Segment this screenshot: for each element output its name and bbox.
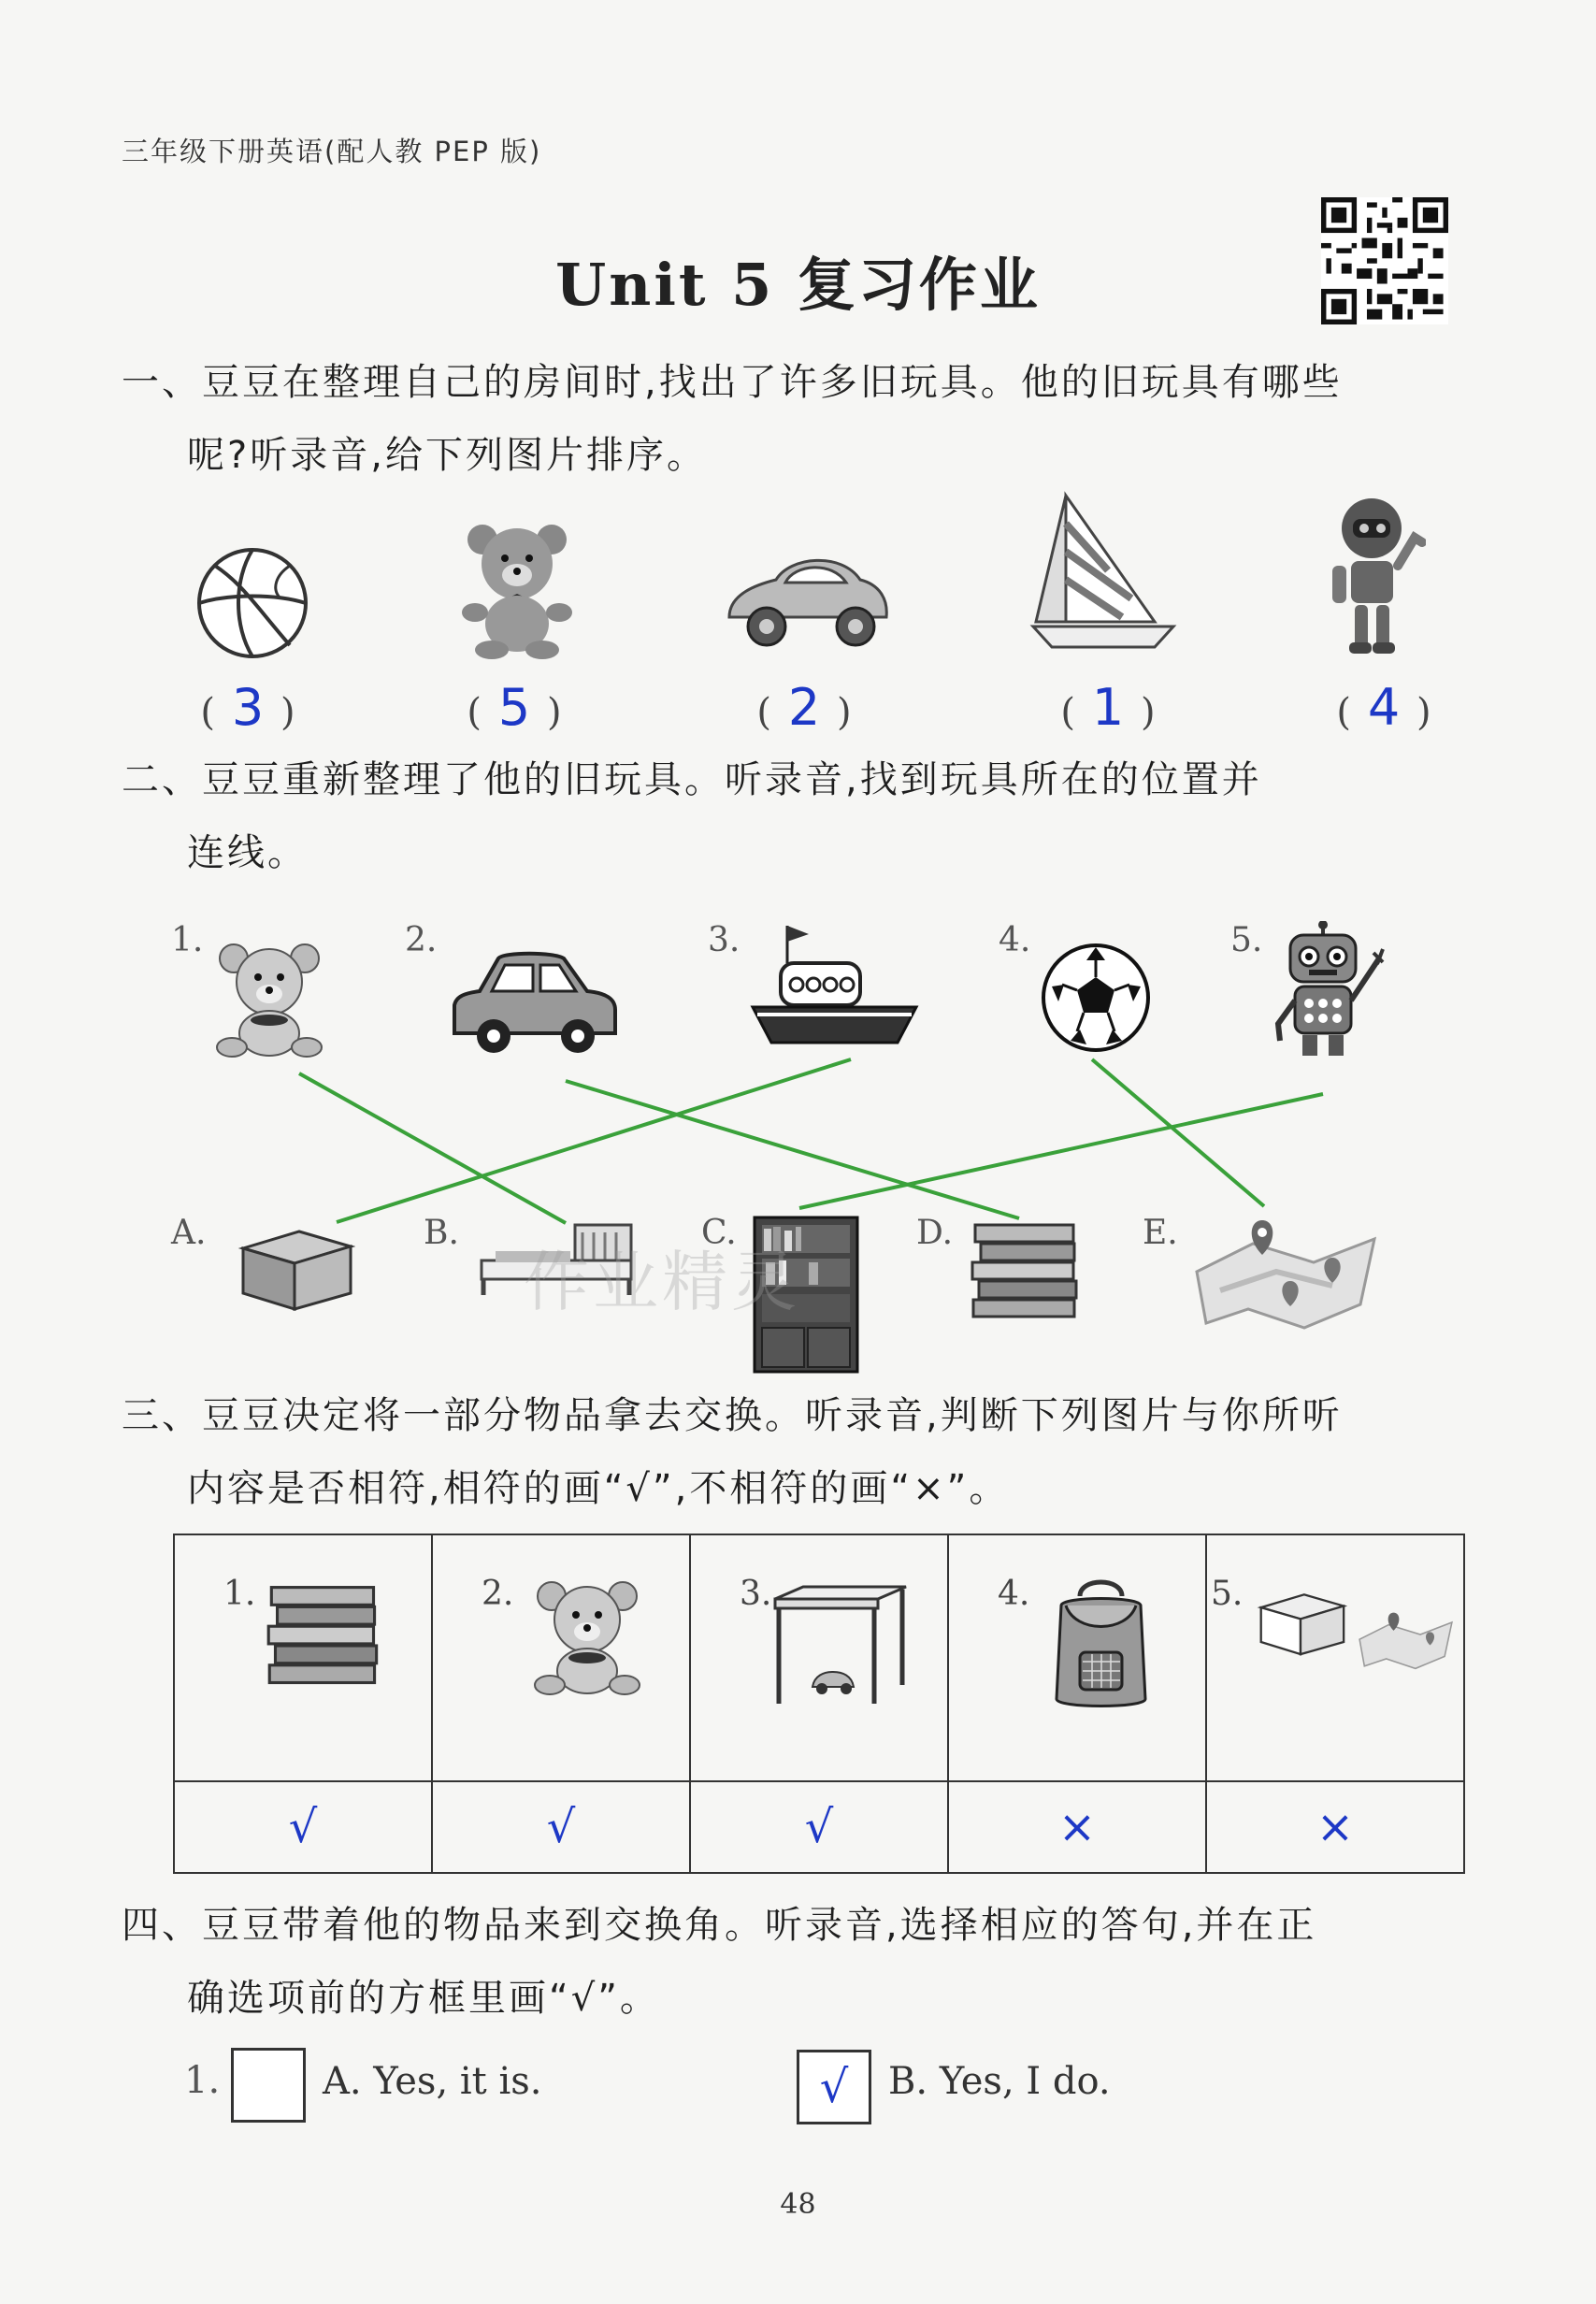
picture-row: [174, 1534, 1464, 1781]
judgement-answer-3: √: [690, 1781, 948, 1873]
map-icon: [1357, 1610, 1455, 1671]
page-number: 48: [780, 2188, 816, 2221]
section2-line1: 二、豆豆重新整理了他的旧玩具。听录音,找到玩具所在的位置并: [122, 758, 1262, 801]
answer-1: ( 3 ): [200, 678, 295, 737]
section3-question: [122, 1379, 1343, 1525]
match-line-2-D: [566, 1081, 1019, 1218]
toy-label-2: 2.: [405, 921, 438, 959]
box-icon: [1254, 1582, 1347, 1662]
answer-row: [174, 1781, 1464, 1873]
books-icon: [968, 1220, 1085, 1318]
section4-question: [122, 1889, 1316, 2035]
match-line-4-E: [1092, 1059, 1264, 1206]
section3-line2: 内容是否相符,相符的画“√”,不相符的画“×”。: [187, 1467, 1010, 1510]
toy-label-3: 3.: [708, 921, 740, 959]
judgement-answer-4: ×: [948, 1781, 1206, 1873]
checkbox-option-a[interactable]: [231, 2048, 306, 2123]
watermark: 作业精灵: [524, 1244, 800, 1320]
judgement-table: [173, 1534, 1465, 1874]
page-title: Unit 5 复习作业: [555, 251, 1041, 319]
section3-line1: 三、豆豆决定将一部分物品拿去交换。听录音,判断下列图片与你所听: [122, 1394, 1343, 1437]
section1-line2: 呢?听录音,给下列图片排序。: [187, 434, 707, 477]
place-label-A: A.: [171, 1214, 207, 1252]
section1-line1: 一、豆豆在整理自己的房间时,找出了许多旧玩具。他的旧玩具有哪些: [122, 361, 1343, 404]
match-line-1-B: [299, 1073, 566, 1223]
section2-line2: 连线。: [187, 831, 308, 874]
table-with-car-icon: [766, 1582, 915, 1713]
toy-label-1: 1.: [171, 921, 204, 959]
box-icon: [234, 1220, 355, 1314]
place-label-E: E.: [1143, 1214, 1178, 1252]
toy-label-5: 5.: [1230, 921, 1263, 959]
judgement-answer-1: √: [174, 1781, 432, 1873]
teddy-bear-icon: [531, 1577, 643, 1699]
answer-4: ( 1 ): [1060, 678, 1156, 737]
cell-5: 5.: [1206, 1534, 1464, 1781]
section4-line2: 确选项前的方框里画“√”。: [187, 1977, 660, 2020]
cell-2: 2.: [432, 1534, 690, 1781]
section4-line1: 四、豆豆带着他的物品来到交换角。听录音,选择相应的答句,并在正: [122, 1904, 1317, 1947]
toy-label-4: 4.: [999, 921, 1031, 959]
match-line-3-A: [337, 1059, 851, 1222]
books-icon: [264, 1582, 385, 1685]
answer-5: ( 4 ): [1336, 678, 1431, 737]
judgement-answer-5: ×: [1206, 1781, 1464, 1873]
place-label-C: C.: [701, 1214, 737, 1252]
place-label-D: D.: [916, 1214, 954, 1252]
option-a-text: A. Yes, it is.: [323, 2060, 542, 2103]
option-b-text: B. Yes, I do.: [888, 2060, 1111, 2103]
answer-2: ( 5 ): [467, 678, 562, 737]
cell-4: 4.: [948, 1534, 1206, 1781]
schoolbag-icon: [1047, 1577, 1155, 1713]
book-header: 三年级下册英语(配人教 PEP 版): [122, 136, 542, 167]
cell-3: 3.: [690, 1534, 948, 1781]
q1-label: 1.: [184, 2059, 221, 2102]
checkbox-option-b[interactable]: √: [797, 2050, 871, 2124]
map-icon: [1192, 1216, 1379, 1332]
judgement-answer-2: √: [432, 1781, 690, 1873]
place-label-B: B.: [424, 1214, 459, 1252]
answer-3: ( 2 ): [756, 678, 852, 737]
cell-1: 1.: [174, 1534, 432, 1781]
